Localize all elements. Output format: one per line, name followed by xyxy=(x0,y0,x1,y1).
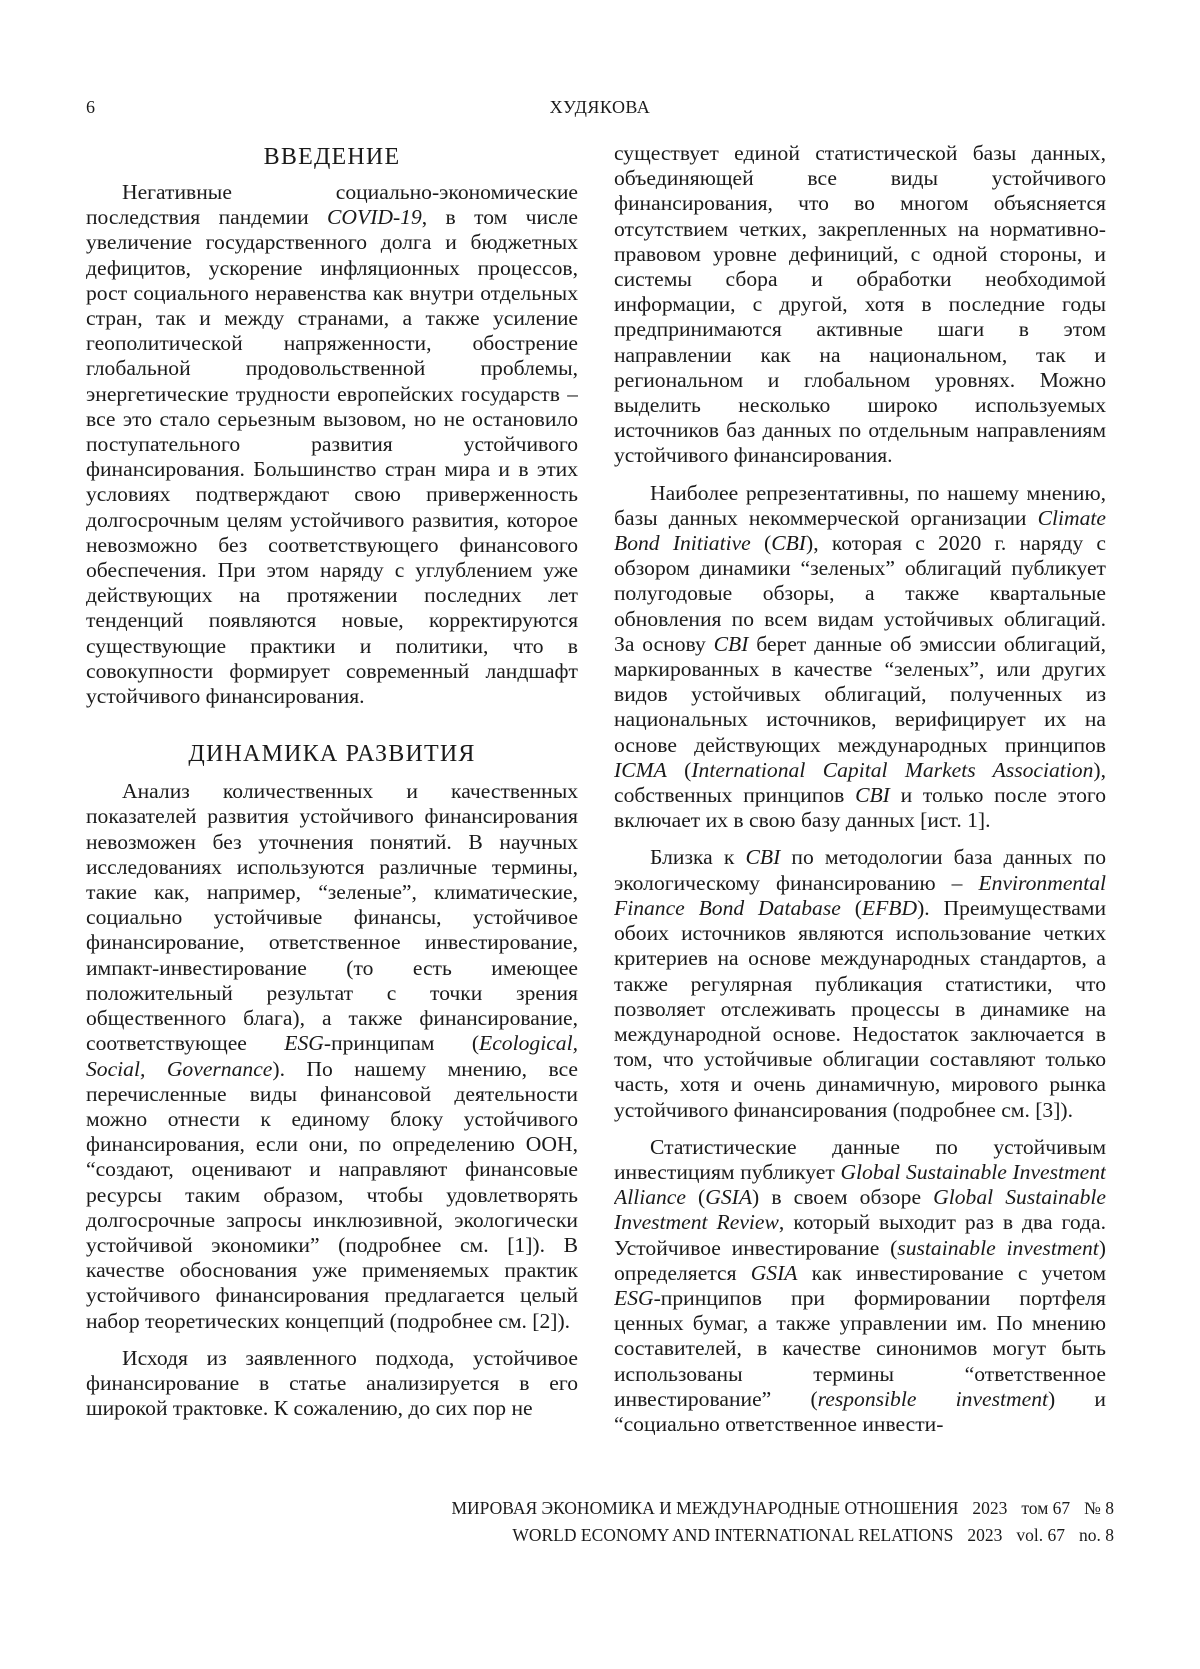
running-header xyxy=(86,95,1114,119)
running-author: ХУДЯКОВА xyxy=(549,97,651,117)
page-number: 6 xyxy=(86,97,95,117)
paragraph-dynamics-2: Исходя из заявленного подхода, устойчивое финансирование в статье анализируется в его широкой трактовке. К сожалению, до сих пор не xyxy=(86,1345,578,1421)
paragraph-cbi: Наиболее репрезентативны, по нашему мнению, базы данных некоммерческой организации Climate Bond Initiative (CBI), которая с 2020 г. наряду с обзором динамики “зеленых” облигаций публикует полугодовые обзоры, а также квартальные обновления по всем видам устойчивых облигаций. За основу CBI берет данные об эмиссии облигаций, маркированных в качестве “зеленых”, или других видов устойчивых облигаций, полученных из национальных источников, верифицирует их на основе действующих международных принципов ICMA (International Capital Markets Association), собственных принципов CBI и только после этого включает их в свою базу данных [ист. 1]. xyxy=(614,480,1106,833)
section-heading-dynamics: ДИНАМИКА РАЗВИТИЯ xyxy=(188,741,476,768)
journal-footer-ru: МИРОВАЯ ЭКОНОМИКА И МЕЖДУНАРОДНЫЕ ОТНОШЕНИЯ 2023 том 67 № 8 xyxy=(451,1498,1114,1518)
paragraph-continuation: существует единой статистической базы данных, объединяющей все виды устойчивого финансирования, что во многом объясняется отсутствием четких, закрепленных на нормативно-правовом уровне дефиниций, с одной стороны, и системы сбора и обработки необходимой информации, с другой, хотя в последние годы предпринимаются активные шаги в этом направлении как на национальном, так и региональном и глобальном уровнях. Можно выделить несколько широко используемых источников баз данных по отдельным направлениям устойчивого финансирования. xyxy=(614,141,1106,468)
paragraph-gsia: Статистические данные по устойчивым инвестициям публикует Global Sustainable Investment Alliance (GSIA) в своем обзоре Global Sustainable Investment Review, который выходит раз в два года. Устойчивое инвестирование (sustainable investment) определяется GSIA как инвестирование с учетом ESG-принципов при формировании портфеля ценных бумаг, а также управлении им. По мнению составителей, в качестве синонимов могут быть использованы термины “ответственное инвестирование” (responsible investment) и “социально ответственное инвести- xyxy=(614,1134,1106,1436)
journal-footer-en: WORLD ECONOMY AND INTERNATIONAL RELATIONS 2023 vol. 67 no. 8 xyxy=(512,1525,1114,1545)
paragraph-dynamics-1: Анализ количественных и качественных показателей развития устойчивого финансирования невозможен без уточнения понятий. В научных исследованиях используются различные термины, такие как, например, “зеленые”, климатические, социально устойчивые финансы, устойчивое финансирование, ответственное инвестирование, импакт-инвестирование (то есть имеющее положительный результат с точки зрения общественного блага), а также финансирование, соответствующее ESG-принципам (Ecological, Social, Governance). По нашему мнению, все перечисленные виды финансовой деятельности можно отнести к единому блоку устойчивого финансирования, если они, по определению ООН, “создают, оценивают и направляют финансовые ресурсы таким образом, чтобы удовлетворять долгосрочные запросы инклюзивной, экологически устойчивой экономики” (подробнее см. [1]). В качестве обоснования уже применяемых практик устойчивого финансирования предлагается целый набор теоретических концепций (подробнее см. [2]). xyxy=(86,779,578,1333)
paragraph-intro: Негативные социально-экономические последствия пандемии COVID-19, в том числе увеличение государственного долга и бюджетных дефицитов, ускорение инфляционных процессов, рост социального неравенства как внутри отдельных стран, так и между странами, а также усиление геополитической напряженности, обострение глобальной продовольственной проблемы, энергетические трудности европейских государств – все это стало серьезным вызовом, но не остановило поступательного развития устойчивого финансирования. Большинство стран мира и в этих условиях подтверждают свою приверженность долгосрочным целям устойчивого развития, которое невозможно без соответствующего финансового обеспечения. При этом наряду с углублением уже действующих на протяжении последних лет тенденций появляются новые, корректируются существующие практики и политики, что в совокупности формирует современный ландшафт устойчивого финансирования. xyxy=(86,180,578,709)
right-column xyxy=(614,141,1106,1476)
section-heading-intro: ВВЕДЕНИЕ xyxy=(263,144,401,170)
left-column xyxy=(86,142,578,1477)
paragraph-efbd: Близка к CBI по методологии база данных по экологическому финансированию – Environmental Finance Bond Database (EFBD). Преимуществами обоих источников являются использование четких критериев на основе международных стандартов, а также регулярная публикация статистики, что позволяет отслеживать процессы в динамике на международной основе. Недостаток заключается в том, что устойчивые облигации составляют только часть, хотя и очень динамичную, мирового рынка устойчивого финансирования (подробнее см. [3]). xyxy=(614,845,1106,1122)
